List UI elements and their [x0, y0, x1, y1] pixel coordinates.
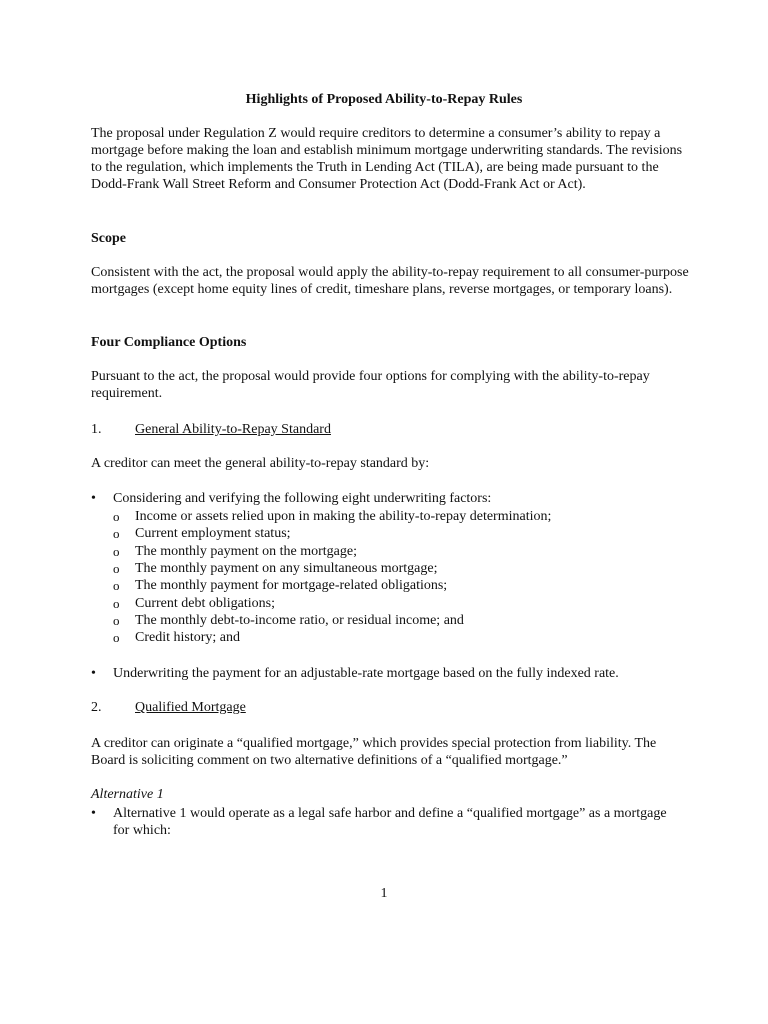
- factor-item: The monthly debt-to-income ratio, or residual income; and: [135, 613, 464, 628]
- section-2-label: Qualified Mortgage: [135, 700, 246, 715]
- options-heading: Four Compliance Options: [91, 335, 247, 350]
- factor-item: Current employment status;: [135, 526, 291, 541]
- factor-item: The monthly payment on any simultaneous mortgage;: [135, 561, 438, 576]
- factor-item: Credit history; and: [135, 630, 240, 645]
- section-2-number: 2.: [91, 700, 102, 715]
- bullet-marker: •: [91, 666, 96, 681]
- section-1-intro: A creditor can meet the general ability-to-repay standard by:: [91, 456, 430, 471]
- sub-bullet-marker: o: [113, 613, 120, 628]
- sub-bullet-marker: o: [113, 578, 120, 593]
- sub-bullet-marker: o: [113, 544, 120, 559]
- factor-item: The monthly payment on the mortgage;: [135, 544, 358, 559]
- alternative-1-bullet: Alternative 1 would operate as a legal safe harbor and define a “qualified mortgage” as a mortgage for which:: [113, 806, 667, 838]
- section-1-label: General Ability-to-Repay Standard: [135, 422, 331, 437]
- sub-bullet-marker: o: [113, 526, 120, 541]
- section-1-number: 1.: [91, 422, 102, 437]
- page-number: 1: [380, 886, 388, 901]
- bullet-marker: •: [91, 806, 96, 821]
- sub-bullet-marker: o: [113, 509, 120, 524]
- factor-item: Current debt obligations;: [135, 596, 275, 611]
- section-2-intro: A creditor can originate a “qualified mortgage,” which provides special protection from liability. The Board is soliciting comment on two alternative definitions of a “qualified mortgage.”: [91, 736, 657, 768]
- sub-bullet-marker: o: [113, 630, 120, 645]
- sub-bullet-marker: o: [113, 596, 120, 611]
- scope-heading: Scope: [91, 231, 126, 246]
- options-paragraph: Pursuant to the act, the proposal would provide four options for complying with the ability-to-repay requirement.: [91, 369, 650, 401]
- section-1-bullet-2: Underwriting the payment for an adjustable-rate mortgage based on the fully indexed rate.: [113, 666, 619, 681]
- factor-item: The monthly payment for mortgage-related obligations;: [135, 578, 448, 593]
- document-title: Highlights of Proposed Ability-to-Repay Rules: [245, 92, 523, 107]
- scope-paragraph: Consistent with the act, the proposal would apply the ability-to-repay requirement to all consumer-purpose mortgages (except home equity lines of credit, timeshare plans, reverse mortgages, or temporary loans).: [91, 265, 689, 297]
- sub-bullet-marker: o: [113, 561, 120, 576]
- factor-item: Income or assets relied upon in making the ability-to-repay determination;: [135, 509, 552, 524]
- intro-paragraph: The proposal under Regulation Z would require creditors to determine a consumer’s ability to repay a mortgage before making the loan and establish minimum mortgage underwriting standards. The revisions to the regulation, which implements the Truth in Lending Act (TILA), are being made pursuant to the Dodd-Frank Wall Street Reform and Consumer Protection Act (Dodd-Frank Act or Act).: [91, 126, 683, 192]
- alternative-1-heading: Alternative 1: [91, 787, 164, 802]
- section-1-bullet-1: Considering and verifying the following eight underwriting factors:: [113, 491, 492, 506]
- bullet-marker: •: [91, 491, 96, 506]
